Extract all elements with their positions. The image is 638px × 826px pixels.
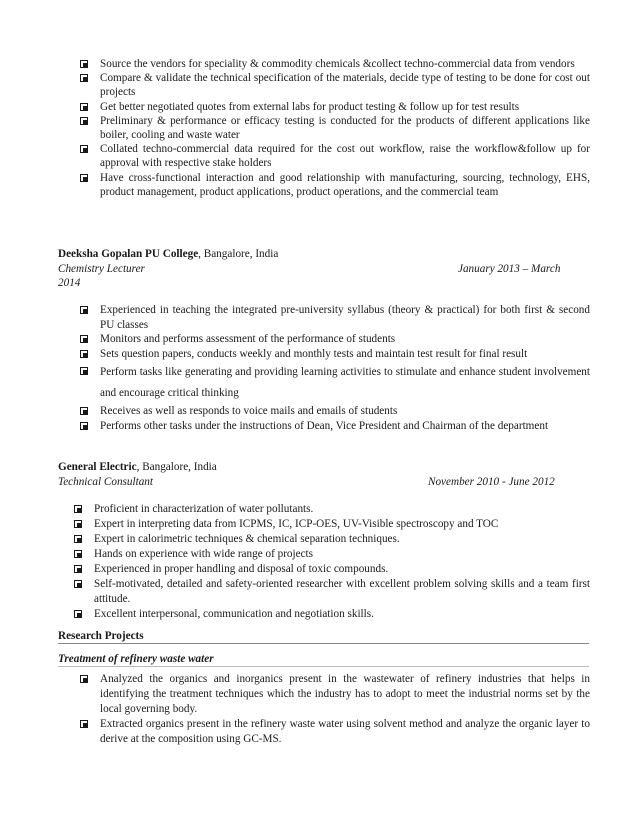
checkbox-bullet-icon: [80, 350, 88, 358]
job3-dates: November 2010 - June 2012: [428, 476, 555, 488]
checkbox-bullet-icon: [80, 145, 88, 153]
checkbox-bullet-icon: [80, 422, 88, 430]
checkbox-bullet-icon: [80, 367, 88, 375]
job3-employer: General Electric: [58, 461, 137, 473]
job2-header: [58, 247, 278, 261]
checkbox-bullet-icon: [74, 580, 82, 588]
job3-bullet-list: [72, 502, 590, 622]
section-divider: [58, 666, 589, 667]
job3-role: Technical Consultant: [58, 476, 153, 488]
checkbox-bullet-icon: [74, 535, 82, 543]
research-project-title: Treatment of refinery waste water: [58, 653, 214, 665]
checkbox-bullet-icon: [80, 306, 88, 314]
job3-header: [58, 460, 217, 474]
list-item: Compare & validate the technical specification of the materials, decide type of testing to be done for cost out projects: [78, 71, 590, 99]
section-divider: [58, 643, 589, 644]
checkbox-bullet-icon: [74, 550, 82, 558]
list-item: Performs other tasks under the instructions of Dean, Vice President and Chairman of the department: [78, 419, 590, 434]
list-item: Have cross-functional interaction and good relationship with manufacturing, sourcing, technology, EHS, product management, product applications, product operations, and the commercial team: [78, 171, 590, 199]
list-item: Analyzed the organics and inorganics present in the wastewater of refinery industries that helps in identifying the treatment techniques which the industry has to adopt to meet the industrial norms set by the local governing body.: [78, 672, 590, 717]
checkbox-bullet-icon: [74, 505, 82, 513]
section1-bullet-list: [78, 57, 590, 199]
checkbox-bullet-icon: [80, 675, 88, 683]
list-item: Perform tasks like generating and providing learning activities to stimulate and enhance student involvement and encourage critical thinking: [78, 362, 590, 404]
checkbox-bullet-icon: [74, 520, 82, 528]
list-item: Source the vendors for speciality & commodity chemicals &collect techno-commercial data from vendors: [78, 57, 590, 71]
research-heading: Research Projects: [58, 630, 144, 642]
list-item: Sets question papers, conducts weekly and monthly tests and maintain test result for final result: [78, 347, 590, 362]
checkbox-bullet-icon: [80, 407, 88, 415]
list-item: Experienced in teaching the integrated pre-university syllabus (theory & practical) for both first & second PU classes: [78, 303, 590, 332]
list-item: Monitors and performs assessment of the performance of students: [78, 332, 590, 347]
checkbox-bullet-icon: [80, 74, 88, 82]
list-item: Experienced in proper handling and disposal of toxic compounds.: [72, 562, 590, 577]
list-item: Excellent interpersonal, communication and negotiation skills.: [72, 607, 590, 622]
list-item: Proficient in characterization of water pollutants.: [72, 502, 590, 517]
checkbox-bullet-icon: [80, 60, 88, 68]
job2-bullet-list: [78, 303, 590, 434]
job2-role: Chemistry Lecturer: [58, 263, 145, 275]
job2-date-line2: 2014: [58, 277, 81, 289]
list-item: Collated techno-commercial data required for the cost out workflow, raise the workflow&follow up for approval with respective stake holders: [78, 142, 590, 170]
checkbox-bullet-icon: [80, 335, 88, 343]
job3-location: , Bangalore, India: [136, 461, 217, 473]
list-item: Expert in interpreting data from ICPMS, IC, ICP-OES, UV-Visible spectroscopy and TOC: [72, 517, 590, 532]
list-item: Expert in calorimetric techniques & chemical separation techniques.: [72, 532, 590, 547]
checkbox-bullet-icon: [80, 720, 88, 728]
checkbox-bullet-icon: [74, 610, 82, 618]
job2-date-line1: January 2013 – March: [458, 263, 561, 275]
job2-location: , Bangalore, India: [198, 248, 279, 260]
checkbox-bullet-icon: [74, 565, 82, 573]
list-item: Receives as well as responds to voice mails and emails of students: [78, 404, 590, 419]
list-item: Extracted organics present in the refinery waste water using solvent method and analyze the organic layer to derive at the composition using GC-MS.: [78, 717, 590, 747]
checkbox-bullet-icon: [80, 117, 88, 125]
job2-employer: Deeksha Gopalan PU College: [58, 248, 199, 260]
checkbox-bullet-icon: [80, 174, 88, 182]
list-item: Get better negotiated quotes from external labs for product testing & follow up for test results: [78, 100, 590, 114]
list-item: Preliminary & performance or efficacy testing is conducted for the products of different applications like boiler, cooling and waste water: [78, 114, 590, 142]
research-bullet-list: [78, 672, 590, 747]
list-item: Hands on experience with wide range of projects: [72, 547, 590, 562]
checkbox-bullet-icon: [80, 103, 88, 111]
list-item: Self-motivated, detailed and safety-oriented researcher with excellent problem solving skills and a team first attitude.: [72, 577, 590, 607]
